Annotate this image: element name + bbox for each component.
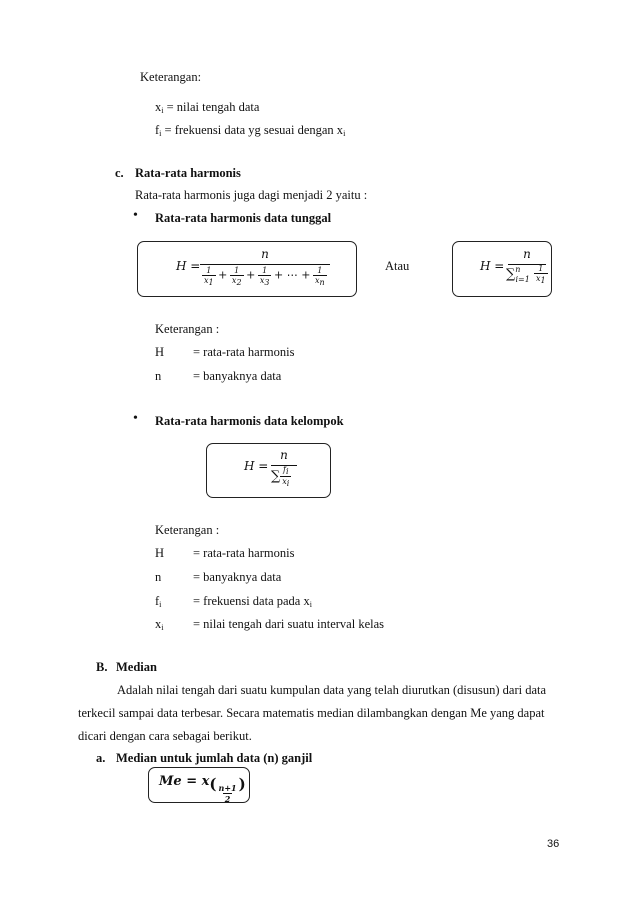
formula-median: Me = x( $\frac{n+1}{2}$ ) (159, 774, 246, 804)
keterangan3-desc-fi: = frekuensi data pada $x_i$ (193, 594, 312, 609)
keterangan3-desc-xi: = nilai tengah dari suatu interval kelas (193, 617, 385, 631)
section-c-title: Rata-rata harmonis (135, 166, 241, 180)
fraction-bar (200, 264, 330, 265)
formula-tunggal-num: n (261, 247, 269, 261)
median-para-line1: Adalah nilai tengah dari suatu kumpulan data yang telah diurutkan (disusun) dari data (117, 683, 547, 697)
sub-a-label: a. (96, 751, 106, 765)
keterangan3-sym-xi: $x_i$ (155, 617, 164, 632)
median-para-line3: dicari dengan cara sebagai berikut. (78, 729, 252, 743)
keterangan2-sym-n: n (155, 369, 162, 383)
section-b-title: Median (116, 660, 157, 674)
atau-text: Atau (385, 259, 410, 273)
formula-sigma-num: n (523, 247, 531, 261)
formula-box-tunggal (137, 241, 357, 297)
formula-kelompok: H = (244, 459, 269, 473)
keterangan2-sym-H: H (155, 345, 165, 359)
keterangan2-title: Keterangan : (155, 322, 220, 336)
keterangan-line-fi: $f_i$ = frekuensi data yg sesuai dengan $x_i$ (155, 123, 346, 138)
keterangan-title: Keterangan: (140, 70, 202, 84)
bullet-icon: • (133, 411, 138, 426)
formula-kelompok-num: n (280, 448, 288, 462)
section-b-label: B. (96, 660, 108, 674)
formula-box-sigma (452, 241, 552, 297)
formula-sigma: H = (480, 259, 505, 273)
median-para-line2: terkecil sampai data terbesar. Secara matematis median dilambangkan dengan Me yang dapat (78, 706, 545, 720)
keterangan3-sym-H: H (155, 546, 165, 560)
formula-tunggal-den: $\frac{1}{x1}$ + $\frac{1}{x2}$ + $\frac{1}{x3}$ + ⋯ + $\frac{1}{xn}$ (204, 266, 325, 287)
sigma-den: ∑$^n_{i=1}$ $\frac{1}{x1}$ (506, 264, 546, 285)
keterangan3-desc-H: = rata-rata harmonis (193, 546, 295, 560)
keterangan3-sym-n: n (155, 570, 162, 584)
keterangan-line-xi: $x_i$ = nilai tengah data (155, 100, 260, 115)
kelompok-den: ∑ $\frac{fi}{xi}$ (271, 465, 290, 488)
keterangan3-sym-fi: $f_i$ (155, 594, 162, 609)
formula-box-median (148, 767, 250, 803)
formula-tunggal: H = (176, 259, 201, 273)
page-number: 36 (547, 838, 560, 850)
section-c-label: c. (115, 166, 124, 180)
keterangan3-desc-n: = banyaknya data (193, 570, 282, 584)
bullet-icon: • (133, 208, 138, 223)
keterangan2-desc-H: = rata-rata harmonis (193, 345, 295, 359)
section-c-intro: Rata-rata harmonis juga dagi menjadi 2 yaitu : (135, 188, 368, 202)
formula-box-kelompok (206, 443, 331, 498)
bullet-harmonis-tunggal: Rata-rata harmonis data tunggal (155, 211, 332, 225)
bullet-harmonis-kelompok: Rata-rata harmonis data kelompok (155, 414, 344, 428)
sub-a-title: Median untuk jumlah data (n) ganjil (116, 751, 313, 765)
keterangan3-title: Keterangan : (155, 523, 220, 537)
keterangan2-desc-n: = banyaknya data (193, 369, 282, 383)
